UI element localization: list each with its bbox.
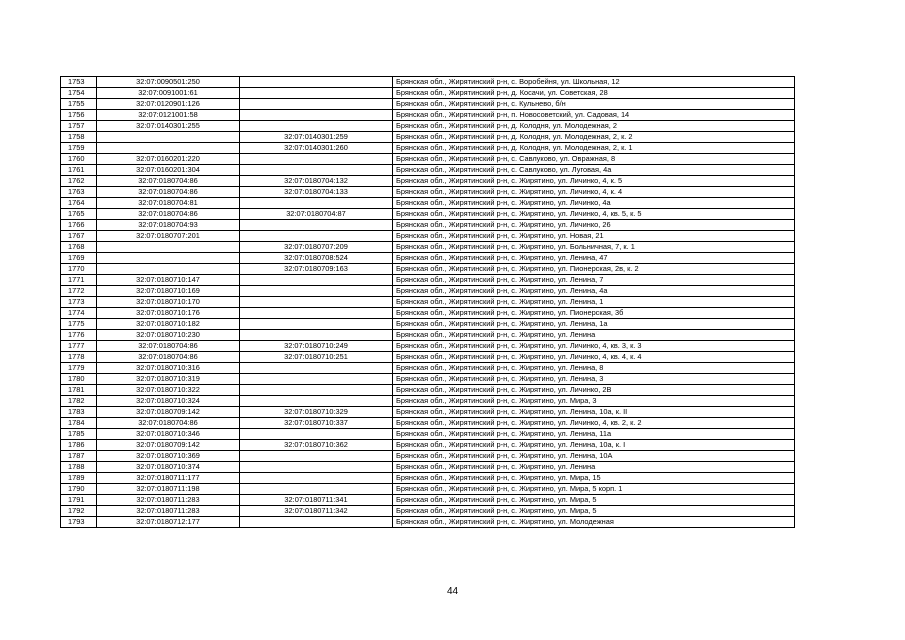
row-number-cell: 1792 [61, 506, 97, 517]
cadastral-number-cell: 32:07:0180704:86 [97, 209, 240, 220]
address-cell: Брянская обл., Жирятинский р-н, с. Савлуково, ул. Луговая, 4а [393, 165, 795, 176]
table-row [61, 418, 795, 429]
address-cell: Брянская обл., Жирятинский р-н, с. Жирятино, ул. Новая, 21 [393, 231, 795, 242]
table-row [61, 517, 795, 528]
cadastral-number-cell [97, 242, 240, 253]
row-number-cell: 1767 [61, 231, 97, 242]
cadastral-number-cell: 32:07:0090501:250 [97, 77, 240, 88]
table-row [61, 308, 795, 319]
property-table [60, 76, 795, 528]
table-row [61, 462, 795, 473]
row-number-cell: 1786 [61, 440, 97, 451]
cadastral-number-cell: 32:07:0160201:220 [97, 154, 240, 165]
sub-cadastral-number-cell [240, 429, 393, 440]
address-cell: Брянская обл., Жирятинский р-н, с. Жирятино, ул. Личинко, 4, кв. 5, к. 5 [393, 209, 795, 220]
address-cell: Брянская обл., Жирятинский р-н, п. Новосоветский, ул. Садовая, 14 [393, 110, 795, 121]
cadastral-number-cell [97, 132, 240, 143]
sub-cadastral-number-cell: 32:07:0180710:362 [240, 440, 393, 451]
table-row [61, 143, 795, 154]
cadastral-number-cell: 32:07:0180711:283 [97, 506, 240, 517]
property-table-body [61, 77, 795, 528]
table-row [61, 330, 795, 341]
table-row [61, 484, 795, 495]
cadastral-number-cell: 32:07:0180712:177 [97, 517, 240, 528]
address-cell: Брянская обл., Жирятинский р-н, с. Жирятино, ул. Пионерская, 3б [393, 308, 795, 319]
sub-cadastral-number-cell [240, 231, 393, 242]
address-cell: Брянская обл., Жирятинский р-н, с. Жирятино, ул. Ленина, 7 [393, 275, 795, 286]
row-number-cell: 1774 [61, 308, 97, 319]
sub-cadastral-number-cell [240, 297, 393, 308]
table-row [61, 297, 795, 308]
cadastral-number-cell: 32:07:0180710:319 [97, 374, 240, 385]
row-number-cell: 1768 [61, 242, 97, 253]
row-number-cell: 1754 [61, 88, 97, 99]
row-number-cell: 1783 [61, 407, 97, 418]
sub-cadastral-number-cell: 32:07:0140301:259 [240, 132, 393, 143]
table-row [61, 363, 795, 374]
table-row [61, 165, 795, 176]
address-cell: Брянская обл., Жирятинский р-н, д. Колодня, ул. Молодежная, 2 [393, 121, 795, 132]
sub-cadastral-number-cell: 32:07:0180711:342 [240, 506, 393, 517]
table-row [61, 231, 795, 242]
row-number-cell: 1793 [61, 517, 97, 528]
cadastral-number-cell [97, 264, 240, 275]
sub-cadastral-number-cell [240, 517, 393, 528]
sub-cadastral-number-cell: 32:07:0180710:249 [240, 341, 393, 352]
sub-cadastral-number-cell [240, 77, 393, 88]
cadastral-number-cell: 32:07:0121001:58 [97, 110, 240, 121]
row-number-cell: 1781 [61, 385, 97, 396]
table-row [61, 407, 795, 418]
cadastral-number-cell: 32:07:0180711:198 [97, 484, 240, 495]
row-number-cell: 1776 [61, 330, 97, 341]
sub-cadastral-number-cell: 32:07:0180711:341 [240, 495, 393, 506]
cadastral-number-cell: 32:07:0180710:147 [97, 275, 240, 286]
table-row [61, 99, 795, 110]
table-row [61, 374, 795, 385]
row-number-cell: 1780 [61, 374, 97, 385]
row-number-cell: 1775 [61, 319, 97, 330]
cadastral-number-cell: 32:07:0180710:316 [97, 363, 240, 374]
row-number-cell: 1772 [61, 286, 97, 297]
sub-cadastral-number-cell: 32:07:0180710:337 [240, 418, 393, 429]
table-row [61, 286, 795, 297]
row-number-cell: 1782 [61, 396, 97, 407]
row-number-cell: 1778 [61, 352, 97, 363]
address-cell: Брянская обл., Жирятинский р-н, с. Жирятино, ул. Ленина, 8 [393, 363, 795, 374]
row-number-cell: 1785 [61, 429, 97, 440]
sub-cadastral-number-cell: 32:07:0180710:329 [240, 407, 393, 418]
address-cell: Брянская обл., Жирятинский р-н, с. Жирятино, ул. Ленина, 3 [393, 374, 795, 385]
cadastral-number-cell: 32:07:0180704:86 [97, 352, 240, 363]
cadastral-number-cell: 32:07:0180704:86 [97, 341, 240, 352]
table-row [61, 198, 795, 209]
cadastral-number-cell [97, 253, 240, 264]
address-cell: Брянская обл., Жирятинский р-н, с. Жирятино, ул. Больничная, 7, к. 1 [393, 242, 795, 253]
row-number-cell: 1759 [61, 143, 97, 154]
table-row [61, 352, 795, 363]
row-number-cell: 1771 [61, 275, 97, 286]
table-row [61, 253, 795, 264]
cadastral-number-cell: 32:07:0180710:182 [97, 319, 240, 330]
address-cell: Брянская обл., Жирятинский р-н, с. Жирятино, ул. Мира, 15 [393, 473, 795, 484]
page-number: 44 [446, 586, 459, 597]
address-cell: Брянская обл., Жирятинский р-н, с. Жирятино, ул. Ленина, 10А [393, 451, 795, 462]
row-number-cell: 1753 [61, 77, 97, 88]
address-cell: Брянская обл., Жирятинский р-н, д. Колодня, ул. Молодежная, 2, к. 2 [393, 132, 795, 143]
sub-cadastral-number-cell [240, 198, 393, 209]
table-row [61, 209, 795, 220]
table-row [61, 495, 795, 506]
row-number-cell: 1766 [61, 220, 97, 231]
address-cell: Брянская обл., Жирятинский р-н, с. Жирятино, ул. Личинко, 4, кв. 3, к. 3 [393, 341, 795, 352]
row-number-cell: 1756 [61, 110, 97, 121]
sub-cadastral-number-cell [240, 330, 393, 341]
cadastral-number-cell: 32:07:0180710:176 [97, 308, 240, 319]
row-number-cell: 1773 [61, 297, 97, 308]
row-number-cell: 1755 [61, 99, 97, 110]
sub-cadastral-number-cell [240, 385, 393, 396]
address-cell: Брянская обл., Жирятинский р-н, с. Воробейня, ул. Школьная, 12 [393, 77, 795, 88]
cadastral-number-cell [97, 143, 240, 154]
address-cell: Брянская обл., Жирятинский р-н, с. Жирятино, ул. Ленина, 47 [393, 253, 795, 264]
row-number-cell: 1761 [61, 165, 97, 176]
cadastral-number-cell: 32:07:0180710:322 [97, 385, 240, 396]
row-number-cell: 1777 [61, 341, 97, 352]
sub-cadastral-number-cell [240, 110, 393, 121]
row-number-cell: 1784 [61, 418, 97, 429]
sub-cadastral-number-cell: 32:07:0180704:132 [240, 176, 393, 187]
row-number-cell: 1760 [61, 154, 97, 165]
sub-cadastral-number-cell: 32:07:0180704:87 [240, 209, 393, 220]
sub-cadastral-number-cell [240, 99, 393, 110]
table-row [61, 242, 795, 253]
sub-cadastral-number-cell: 32:07:0180707:209 [240, 242, 393, 253]
row-number-cell: 1762 [61, 176, 97, 187]
table-row [61, 110, 795, 121]
sub-cadastral-number-cell [240, 154, 393, 165]
address-cell: Брянская обл., Жирятинский р-н, с. Жирятино, ул. Личинко, 2В [393, 385, 795, 396]
row-number-cell: 1765 [61, 209, 97, 220]
cadastral-number-cell: 32:07:0180707:201 [97, 231, 240, 242]
sub-cadastral-number-cell [240, 319, 393, 330]
row-number-cell: 1779 [61, 363, 97, 374]
table-row [61, 176, 795, 187]
sub-cadastral-number-cell [240, 88, 393, 99]
table-row [61, 77, 795, 88]
cadastral-number-cell: 32:07:0180704:81 [97, 198, 240, 209]
sub-cadastral-number-cell [240, 165, 393, 176]
table-row [61, 396, 795, 407]
sub-cadastral-number-cell [240, 396, 393, 407]
table-row [61, 88, 795, 99]
row-number-cell: 1769 [61, 253, 97, 264]
table-row [61, 429, 795, 440]
address-cell: Брянская обл., Жирятинский р-н, с. Жирятино, ул. Ленина, 10а, к. I [393, 440, 795, 451]
address-cell: Брянская обл., Жирятинский р-н, с. Жирятино, ул. Мира, 3 [393, 396, 795, 407]
sub-cadastral-number-cell: 32:07:0180710:251 [240, 352, 393, 363]
row-number-cell: 1758 [61, 132, 97, 143]
address-cell: Брянская обл., Жирятинский р-н, с. Жирятино, ул. Мира, 5 [393, 506, 795, 517]
sub-cadastral-number-cell [240, 473, 393, 484]
cadastral-number-cell: 32:07:0180704:86 [97, 176, 240, 187]
cadastral-number-cell: 32:07:0160201:304 [97, 165, 240, 176]
address-cell: Брянская обл., Жирятинский р-н, с. Жирятино, ул. Ленина, 4а [393, 286, 795, 297]
cadastral-number-cell: 32:07:0180710:170 [97, 297, 240, 308]
address-cell: Брянская обл., Жирятинский р-н, с. Савлуково, ул. Овражная, 8 [393, 154, 795, 165]
address-cell: Брянская обл., Жирятинский р-н, с. Жирятино, ул. Ленина, 1а [393, 319, 795, 330]
sub-cadastral-number-cell [240, 220, 393, 231]
cadastral-number-cell: 32:07:0180709:142 [97, 407, 240, 418]
cadastral-number-cell: 32:07:0180710:374 [97, 462, 240, 473]
sub-cadastral-number-cell [240, 286, 393, 297]
address-cell: Брянская обл., Жирятинский р-н, с. Жирятино, ул. Личинко, 4, к. 5 [393, 176, 795, 187]
table-row [61, 220, 795, 231]
table-row [61, 132, 795, 143]
address-cell: Брянская обл., Жирятинский р-н, с. Жирятино, ул. Личинко, 4а [393, 198, 795, 209]
address-cell: Брянская обл., Жирятинский р-н, с. Жирятино, ул. Личинко, 4, кв. 4, к. 4 [393, 352, 795, 363]
row-number-cell: 1791 [61, 495, 97, 506]
cadastral-number-cell: 32:07:0180711:177 [97, 473, 240, 484]
table-row [61, 506, 795, 517]
row-number-cell: 1757 [61, 121, 97, 132]
table-row [61, 341, 795, 352]
cadastral-number-cell: 32:07:0091001:61 [97, 88, 240, 99]
table-row [61, 385, 795, 396]
cadastral-number-cell: 32:07:0180704:93 [97, 220, 240, 231]
table-row [61, 264, 795, 275]
cadastral-number-cell: 32:07:0180704:86 [97, 418, 240, 429]
table-row [61, 451, 795, 462]
address-cell: Брянская обл., Жирятинский р-н, с. Жирятино, ул. Мира, 5 корп. 1 [393, 484, 795, 495]
row-number-cell: 1787 [61, 451, 97, 462]
table-row [61, 121, 795, 132]
sub-cadastral-number-cell [240, 374, 393, 385]
cadastral-number-cell: 32:07:0120901:126 [97, 99, 240, 110]
sub-cadastral-number-cell [240, 308, 393, 319]
address-cell: Брянская обл., Жирятинский р-н, с. Кульнево, б/н [393, 99, 795, 110]
table-row [61, 187, 795, 198]
cadastral-number-cell: 32:07:0180709:142 [97, 440, 240, 451]
sub-cadastral-number-cell: 32:07:0180704:133 [240, 187, 393, 198]
sub-cadastral-number-cell [240, 363, 393, 374]
sub-cadastral-number-cell: 32:07:0140301:260 [240, 143, 393, 154]
table-row [61, 275, 795, 286]
cadastral-number-cell: 32:07:0140301:255 [97, 121, 240, 132]
cadastral-number-cell: 32:07:0180710:230 [97, 330, 240, 341]
address-cell: Брянская обл., Жирятинский р-н, с. Жирятино, ул. Молодежная [393, 517, 795, 528]
address-cell: Брянская обл., Жирятинский р-н, с. Жирятино, ул. Мира, 5 [393, 495, 795, 506]
table-row [61, 154, 795, 165]
table-row [61, 440, 795, 451]
address-cell: Брянская обл., Жирятинский р-н, с. Жирятино, ул. Пионерская, 2в, к. 2 [393, 264, 795, 275]
address-cell: Брянская обл., Жирятинский р-н, с. Жирятино, ул. Личинко, 4, к. 4 [393, 187, 795, 198]
row-number-cell: 1790 [61, 484, 97, 495]
sub-cadastral-number-cell [240, 484, 393, 495]
table-row [61, 319, 795, 330]
sub-cadastral-number-cell [240, 462, 393, 473]
row-number-cell: 1770 [61, 264, 97, 275]
sub-cadastral-number-cell: 32:07:0180708:524 [240, 253, 393, 264]
cadastral-number-cell: 32:07:0180710:346 [97, 429, 240, 440]
cadastral-number-cell: 32:07:0180710:169 [97, 286, 240, 297]
sub-cadastral-number-cell: 32:07:0180709:163 [240, 264, 393, 275]
table-row [61, 473, 795, 484]
row-number-cell: 1789 [61, 473, 97, 484]
sub-cadastral-number-cell [240, 121, 393, 132]
address-cell: Брянская обл., Жирятинский р-н, д. Косачи, ул. Советская, 28 [393, 88, 795, 99]
cadastral-number-cell: 32:07:0180710:369 [97, 451, 240, 462]
address-cell: Брянская обл., Жирятинский р-н, с. Жирятино, ул. Личинко, 4, кв. 2, к. 2 [393, 418, 795, 429]
sub-cadastral-number-cell [240, 275, 393, 286]
address-cell: Брянская обл., Жирятинский р-н, д. Колодня, ул. Молодежная, 2, к. 1 [393, 143, 795, 154]
address-cell: Брянская обл., Жирятинский р-н, с. Жирятино, ул. Ленина, 11а [393, 429, 795, 440]
row-number-cell: 1788 [61, 462, 97, 473]
cadastral-number-cell: 32:07:0180704:86 [97, 187, 240, 198]
address-cell: Брянская обл., Жирятинский р-н, с. Жирятино, ул. Ленина [393, 462, 795, 473]
cadastral-number-cell: 32:07:0180711:283 [97, 495, 240, 506]
cadastral-number-cell: 32:07:0180710:324 [97, 396, 240, 407]
address-cell: Брянская обл., Жирятинский р-н, с. Жирятино, ул. Личинко, 26 [393, 220, 795, 231]
row-number-cell: 1764 [61, 198, 97, 209]
sub-cadastral-number-cell [240, 451, 393, 462]
row-number-cell: 1763 [61, 187, 97, 198]
address-cell: Брянская обл., Жирятинский р-н, с. Жирятино, ул. Ленина [393, 330, 795, 341]
address-cell: Брянская обл., Жирятинский р-н, с. Жирятино, ул. Ленина, 10а, к. II [393, 407, 795, 418]
address-cell: Брянская обл., Жирятинский р-н, с. Жирятино, ул. Ленина, 1 [393, 297, 795, 308]
